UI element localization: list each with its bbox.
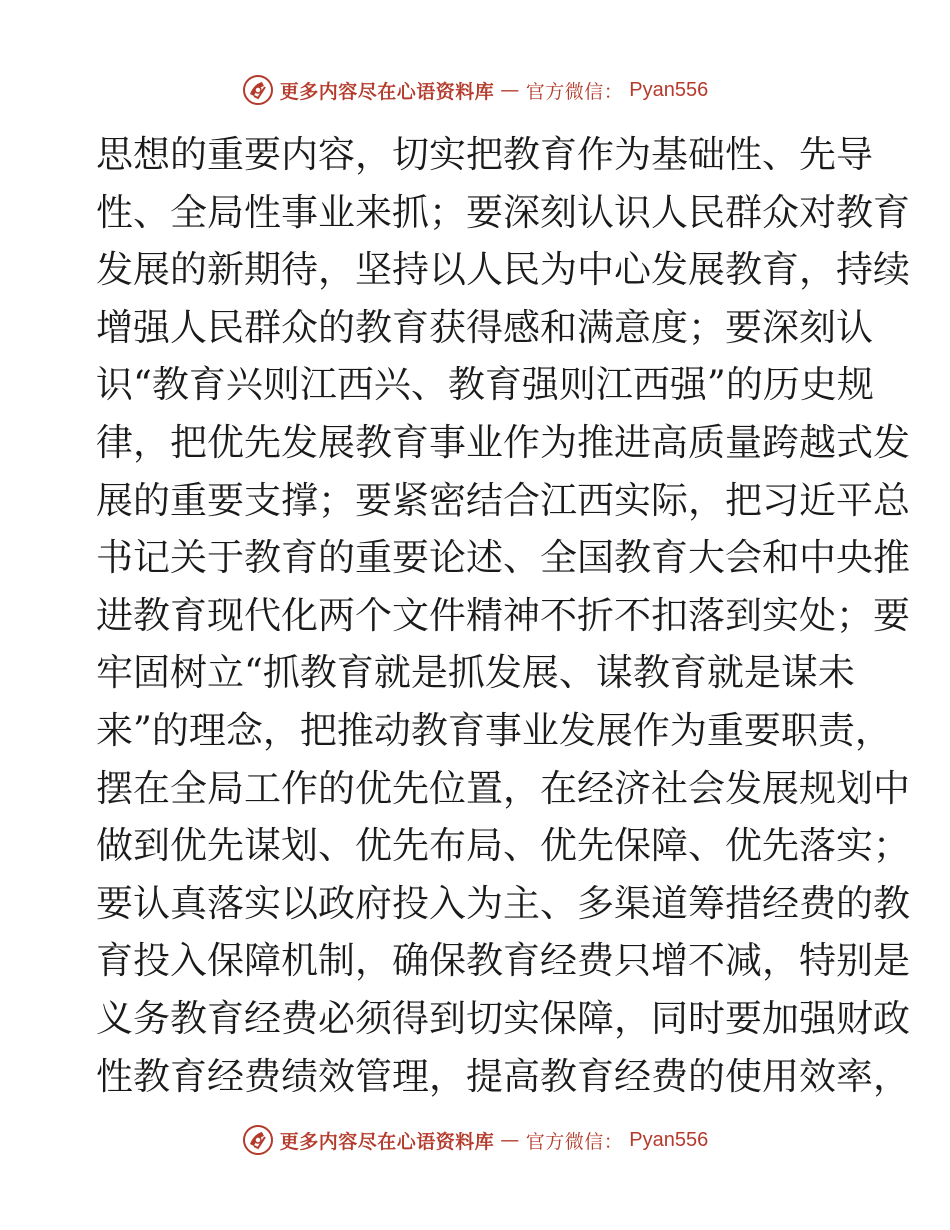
body-line: 性教育经费绩效管理，提高教育经费的使用效率，: [96, 1054, 910, 1098]
separator: —: [500, 1129, 520, 1151]
body-line: 做到优先谋划、优先布局、优先保障、优先落实；: [96, 824, 910, 868]
wechat-label: 官方微信：: [525, 80, 624, 103]
book-logo-icon: [242, 1124, 274, 1156]
body-line: 识“教育兴则江西兴、教育强则江西强”的历史规: [96, 363, 874, 407]
body-line: 摆在全局工作的优先位置，在经济社会发展规划中: [96, 766, 910, 810]
body-line: 书记关于教育的重要论述、全国教育大会和中央推: [96, 536, 910, 580]
body-line: 义务教育经费必须得到切实保障，同时要加强财政: [96, 996, 910, 1040]
body-line: 进教育现代化两个文件精神不折不扣落到实处；要: [96, 593, 910, 637]
wechat-label: 官方微信：: [525, 1130, 624, 1153]
header-banner: [0, 72, 950, 108]
body-line: 发展的新期待，坚持以人民为中心发展教育，持续: [96, 248, 910, 292]
site-name: 更多内容尽在心语资料库: [279, 1130, 495, 1153]
site-name: 更多内容尽在心语资料库: [279, 80, 495, 103]
separator: —: [500, 79, 520, 101]
book-logo-icon: [242, 74, 274, 106]
body-line: 来”的理念，把推动教育事业发展作为重要职责，: [96, 708, 892, 752]
body-line: 要认真落实以政府投入为主、多渠道筹措经费的教: [96, 881, 910, 925]
body-line: 律，把优先发展教育事业作为推进高质量跨越式发: [96, 420, 910, 464]
document-body: [96, 126, 910, 1105]
wechat-id: Pyan556: [629, 1128, 709, 1151]
wechat-id: Pyan556: [629, 78, 709, 101]
body-line: 展的重要支撑；要紧密结合江西实际，把习近平总: [96, 478, 910, 522]
body-line: 育投入保障机制，确保教育经费只增不减，特别是: [96, 939, 910, 983]
body-line: 思想的重要内容，切实把教育作为基础性、先导: [96, 133, 873, 176]
body-line: 增强人民群众的教育获得感和满意度；要深刻认: [96, 305, 873, 349]
body-line: 性、全局性事业来抓；要深刻认识人民群众对教育: [96, 190, 910, 234]
body-line: 牢固树立“抓教育就是抓发展、谋教育就是谋未: [96, 651, 855, 695]
footer-banner: [0, 1122, 950, 1158]
